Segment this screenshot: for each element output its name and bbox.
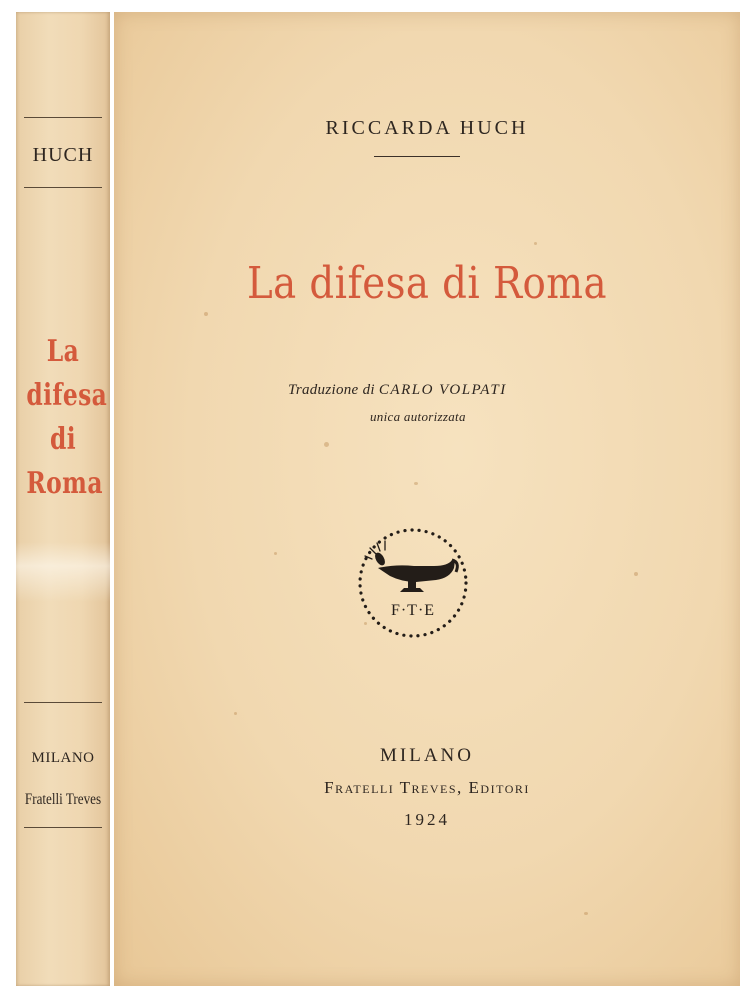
- author-rule: [374, 156, 460, 157]
- cover-place: MILANO: [380, 745, 474, 766]
- translator-prefix: Traduzione di: [288, 382, 375, 398]
- spine-title-line: difesa: [26, 378, 108, 413]
- foxing-spot: [534, 242, 537, 245]
- foxing-spot: [414, 482, 418, 485]
- front-cover: [114, 12, 740, 986]
- spine-wear: [16, 542, 110, 602]
- cover-title: La difesa di Roma: [246, 258, 608, 309]
- spine-publisher: Fratelli Treves: [24, 791, 102, 808]
- foxing-spot: [634, 572, 638, 576]
- spine-author-rule: [24, 187, 102, 188]
- spine-title-line: di: [49, 422, 77, 457]
- spine-title-line: La: [46, 334, 80, 369]
- spine-top-rule: [24, 117, 102, 118]
- spine-author: HUCH: [32, 144, 94, 166]
- book-spine: [16, 12, 110, 986]
- oil-lamp-icon: [356, 526, 470, 640]
- cover-publisher: Fratelli Treves, Editori: [324, 778, 530, 797]
- emblem-monogram: F·T·E: [390, 602, 436, 619]
- cover-year: 1924: [404, 810, 450, 829]
- foxing-spot: [274, 552, 277, 555]
- spine-bottom-rule: [24, 827, 102, 828]
- translator-name: CARLO VOLPATI: [378, 382, 507, 398]
- spine-place: MILANO: [31, 750, 95, 766]
- cover-author: RICCARDA HUCH: [325, 117, 529, 139]
- foxing-spot: [204, 312, 208, 316]
- spine-lower-rule: [24, 702, 102, 703]
- translator-note: unica autorizzata: [370, 409, 466, 424]
- foxing-spot: [584, 912, 588, 915]
- foxing-spot: [324, 442, 329, 447]
- spine-title-line: Roma: [26, 466, 103, 501]
- translator-credit: [288, 382, 507, 399]
- foxing-spot: [234, 712, 237, 715]
- spine-title: [16, 330, 110, 506]
